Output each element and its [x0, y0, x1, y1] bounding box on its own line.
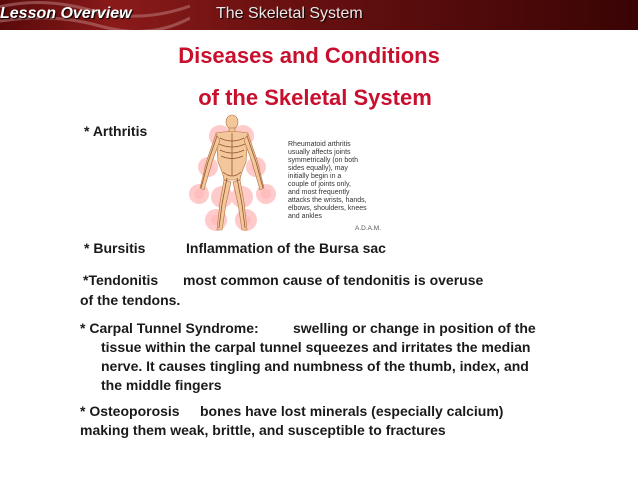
carpal-tunnel-definition-line: the middle fingers [101, 377, 222, 393]
arthritis-term: * Arthritis [84, 123, 148, 139]
skeleton-illustration [189, 115, 276, 231]
bursitis-definition: Inflammation of the Bursa sac [186, 240, 386, 256]
page-title-line2: of the Skeletal System [198, 85, 432, 110]
carpal-tunnel-term: * Carpal Tunnel Syndrome: [80, 320, 259, 336]
figure-caption-line: couple of joints only, [288, 181, 351, 188]
tendonitis-definition-line1: most common cause of tendonitis is overuse [183, 272, 484, 288]
skeleton-figure [160, 114, 400, 234]
figure-caption-line: and ankles [288, 213, 322, 220]
figure-caption-line: sides equally), may [288, 165, 348, 172]
figure-caption-line: and most frequently [288, 189, 350, 196]
figure-caption-line: Rheumatoid arthritis [288, 141, 351, 148]
topic-label: The Skeletal System [216, 5, 363, 22]
figure-caption-line: symmetrically (on both [288, 157, 359, 164]
osteoporosis-definition-line2: making them weak, brittle, and susceptible to fractures [80, 422, 446, 438]
page-title-line1: Diseases and Conditions [178, 43, 440, 68]
carpal-tunnel-definition-line: tissue within the carpal tunnel squeezes and irritates the median [101, 339, 531, 355]
section-label: Lesson Overview [0, 5, 132, 22]
carpal-tunnel-definition-line: nerve. It causes tingling and numbness of the thumb, index, and [101, 358, 529, 374]
header-banner [0, 0, 638, 30]
carpal-tunnel-definition-line1: swelling or change in position of the [293, 320, 536, 336]
osteoporosis-definition-line1: bones have lost minerals (especially calcium) [200, 403, 504, 419]
figure-caption-line: elbows, shoulders, knees [288, 205, 367, 212]
bursitis-term: * Bursitis [84, 240, 146, 256]
figure-caption-line: initially begin in a [288, 173, 342, 180]
tendonitis-term: *Tendonitis [83, 272, 159, 288]
osteoporosis-term: * Osteoporosis [80, 403, 180, 419]
figure-caption [288, 141, 381, 232]
tendonitis-definition-line2: of the tendons. [80, 292, 181, 308]
figure-credit: A.D.A.M. [355, 225, 382, 232]
figure-caption-line: attacks the wrists, hands, [288, 197, 367, 204]
figure-caption-line: usually affects joints [288, 149, 351, 156]
